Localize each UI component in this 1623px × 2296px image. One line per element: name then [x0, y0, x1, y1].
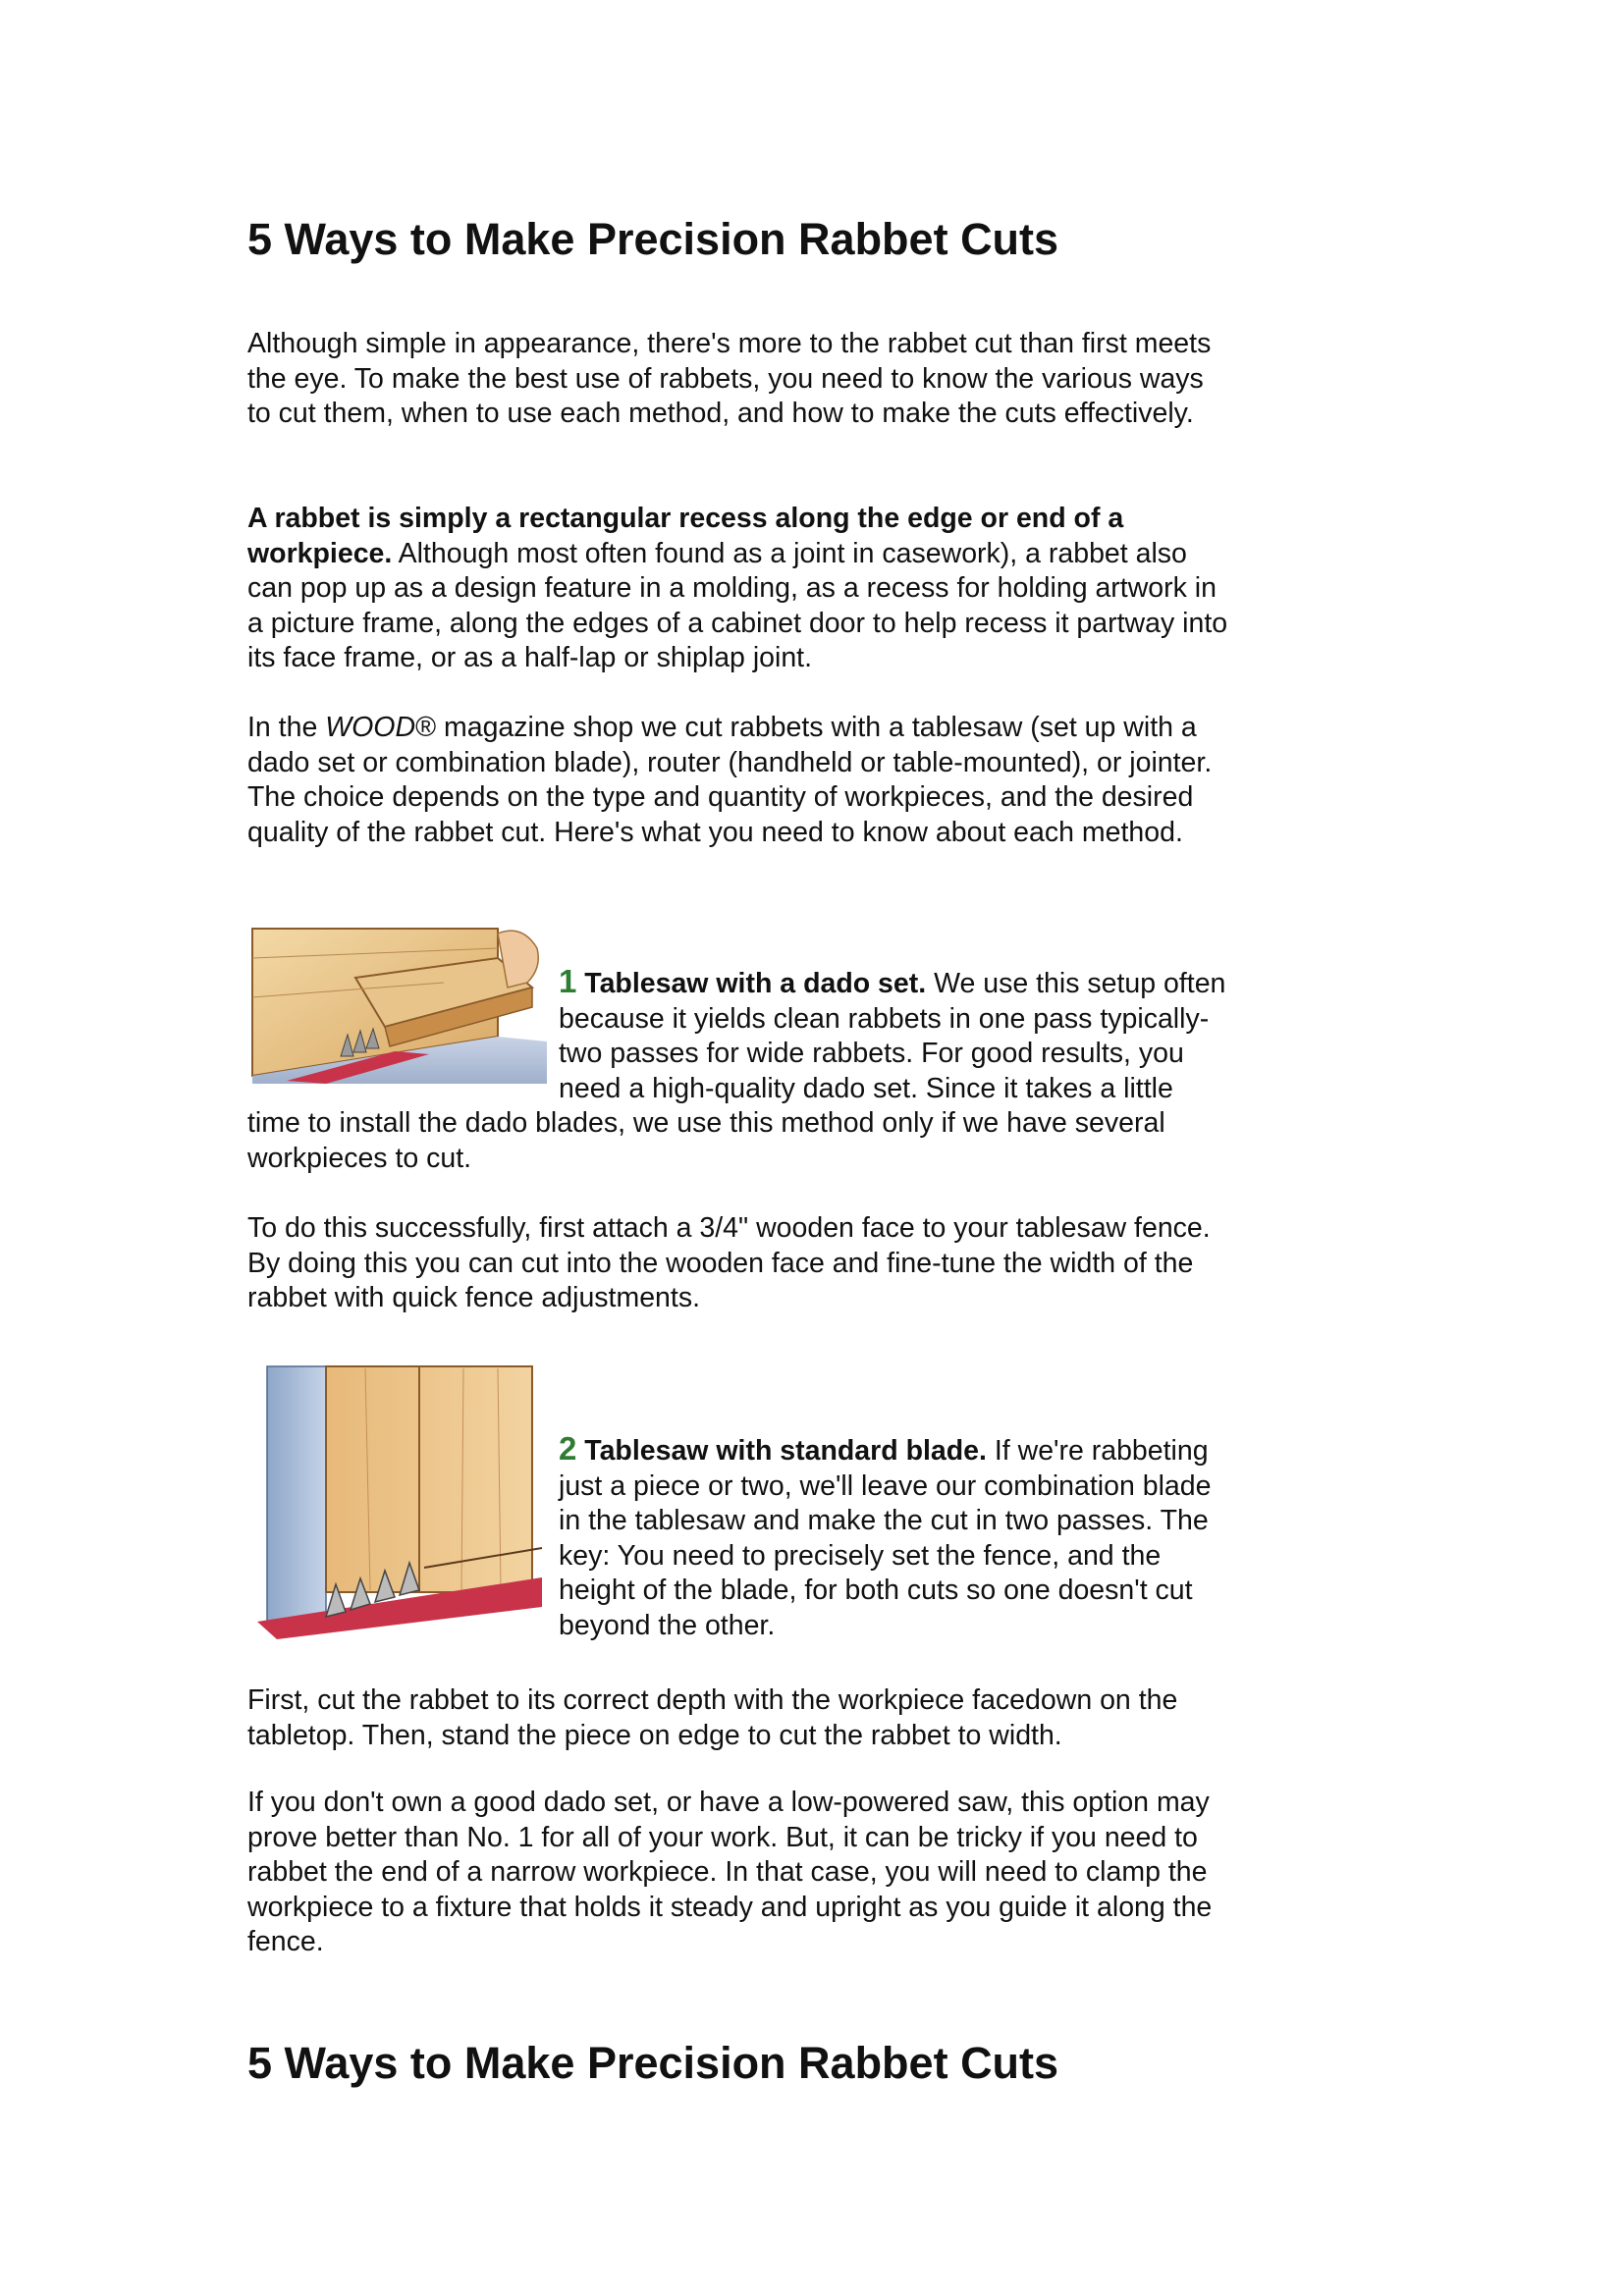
method-1-section [247, 923, 1229, 1176]
method-2-number: 2 [559, 1430, 577, 1467]
definition-lead: A rabbet is simply a rectangular recess along the edge or end of a workpiece. [247, 503, 1124, 569]
method-1-body: We use this setup often because it yields clean rabbets in one pass typically-two passes for wide rabbets. For good results, you need a high-quality dado set. Since it takes a little time to install the dado blades, we use this method only if we have several workpieces to cut. [247, 968, 1226, 1174]
magazine-name: WOOD [325, 712, 416, 743]
page-title: 5 Ways to Make Precision Rabbet Cuts [247, 214, 1059, 264]
method-2-heading: Tablesaw with standard blade. [584, 1435, 987, 1467]
standard-blade-illustration [247, 1357, 547, 1639]
method-2-body: If we're rabbeting just a piece or two, we'll leave our combination blade in the tablesaw and make the cut in two passes. The key: You need to precisely set the fence, and the height of the blade, for both cuts so one doesn't cut beyond the other. [559, 1435, 1212, 1641]
method-1-followup: To do this successfully, first attach a 3/4" wooden face to your tablesaw fence. By doing this you can cut into the wooden face and fine-tune the width of the rabbet with quick fence adjustments. [247, 1212, 1211, 1313]
method-2-section [247, 1394, 1229, 1643]
shop-paragraph [247, 711, 1229, 850]
dado-set-illustration [247, 919, 547, 1084]
method-1-number: 1 [559, 963, 577, 999]
intro-paragraph: Although simple in appearance, there's more to the rabbet cut than first meets the eye. To make the best use of rabbets, you need to know the various ways to cut them, when to use each method, and how to make the cuts effectively. [247, 328, 1212, 429]
shop-post: ® magazine shop we cut rabbets with a tablesaw (set up with a dado set or combination blade), router (handheld or table-mounted), or jointer. The choice depends on the type and quantity of workpieces, and the desired quality of the rabbet cut. Here's what you need to know about each method. [247, 712, 1213, 848]
definition-paragraph [247, 502, 1229, 676]
method-2-followup-1: First, cut the rabbet to its correct depth with the workpiece facedown on the tabletop. Then, stand the piece on edge to cut the rabbet to width. [247, 1684, 1178, 1751]
definition-rest: Although most often found as a joint in casework), a rabbet also can pop up as a design feature in a molding, as a recess for holding artwork in a picture frame, along the edges of a cabinet door to help recess it partway into its face frame, or as a half-lap or shiplap joint. [247, 537, 1228, 673]
method-2-followup-2: If you don't own a good dado set, or have a low-powered saw, this option may prove better than No. 1 for all of your work. But, it can be tricky if you need to rabbet the end of a narrow workpiece. In that case, you will need to clamp the workpiece to a fixture that holds it steady and upright as you guide it along the fence. [247, 1787, 1213, 1957]
method-1-heading: Tablesaw with a dado set. [584, 968, 927, 999]
shop-pre: In the [247, 712, 326, 743]
page-title-repeat: 5 Ways to Make Precision Rabbet Cuts [247, 2038, 1059, 2088]
